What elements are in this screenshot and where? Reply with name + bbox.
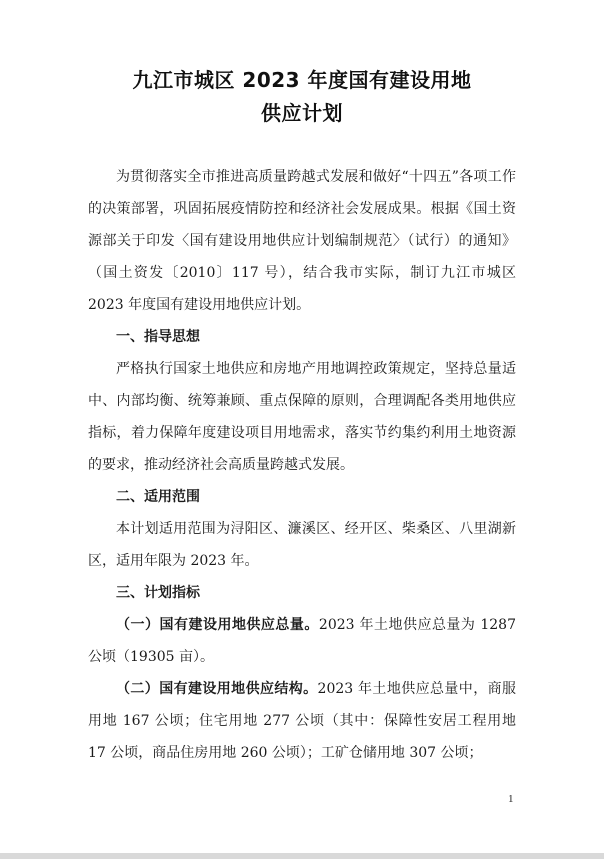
document-body xyxy=(88,161,516,769)
document-title-line2: 供应计划 xyxy=(261,101,343,125)
intro-paragraph: 为贯彻落实全市推进高质量跨越式发展和做好“十四五”各项工作的决策部署，巩固拓展疫情防控和经济社会发展成果。根据《国土资源部关于印发〈国有建设用地供应计划编制规范〉（试行）的通知》（国土资发〔2010〕117 号），结合我市实际，制订九江市城区 2023 年度国有建设用地供应计划。 xyxy=(88,169,516,313)
section3-heading: 三、计划指标 xyxy=(116,585,200,601)
section2-paragraph: 本计划适用范围为浔阳区、濂溪区、经开区、柴桑区、八里湖新区，适用年限为 2023 年。 xyxy=(88,521,516,569)
page-number: 1 xyxy=(508,793,514,805)
page-bottom-border xyxy=(0,853,604,859)
item1-lead: （一）国有建设用地供应总量。 xyxy=(116,617,319,633)
item1-text: 2023 年土地供应总量为 1287 公顷（19305 亩）。 xyxy=(88,617,516,665)
section2-heading: 二、适用范围 xyxy=(116,489,200,505)
item2-text: 2023 年土地供应总量中，商服用地 167 公顷；住宅用地 277 公顷（其中：保障性安居工程用地 17 公顷，商品住房用地 260 公顷）；工矿仓储用地 307 公顷； xyxy=(88,681,516,761)
document-title-line1: 九江市城区 2023 年度国有建设用地 xyxy=(132,68,472,92)
item2-lead: （二）国有建设用地供应结构。 xyxy=(116,681,318,697)
section1-heading: 一、指导思想 xyxy=(116,329,200,345)
item1-paragraph xyxy=(88,609,516,673)
section1-paragraph: 严格执行国家土地供应和房地产用地调控政策规定，坚持总量适中、内部均衡、统筹兼顾、重点保障的原则，合理调配各类用地供应指标，着力保障年度建设项目用地需求，落实节约集约利用土地资源的要求，推动经济社会高质量跨越式发展。 xyxy=(88,361,516,473)
item2-paragraph xyxy=(88,673,516,769)
